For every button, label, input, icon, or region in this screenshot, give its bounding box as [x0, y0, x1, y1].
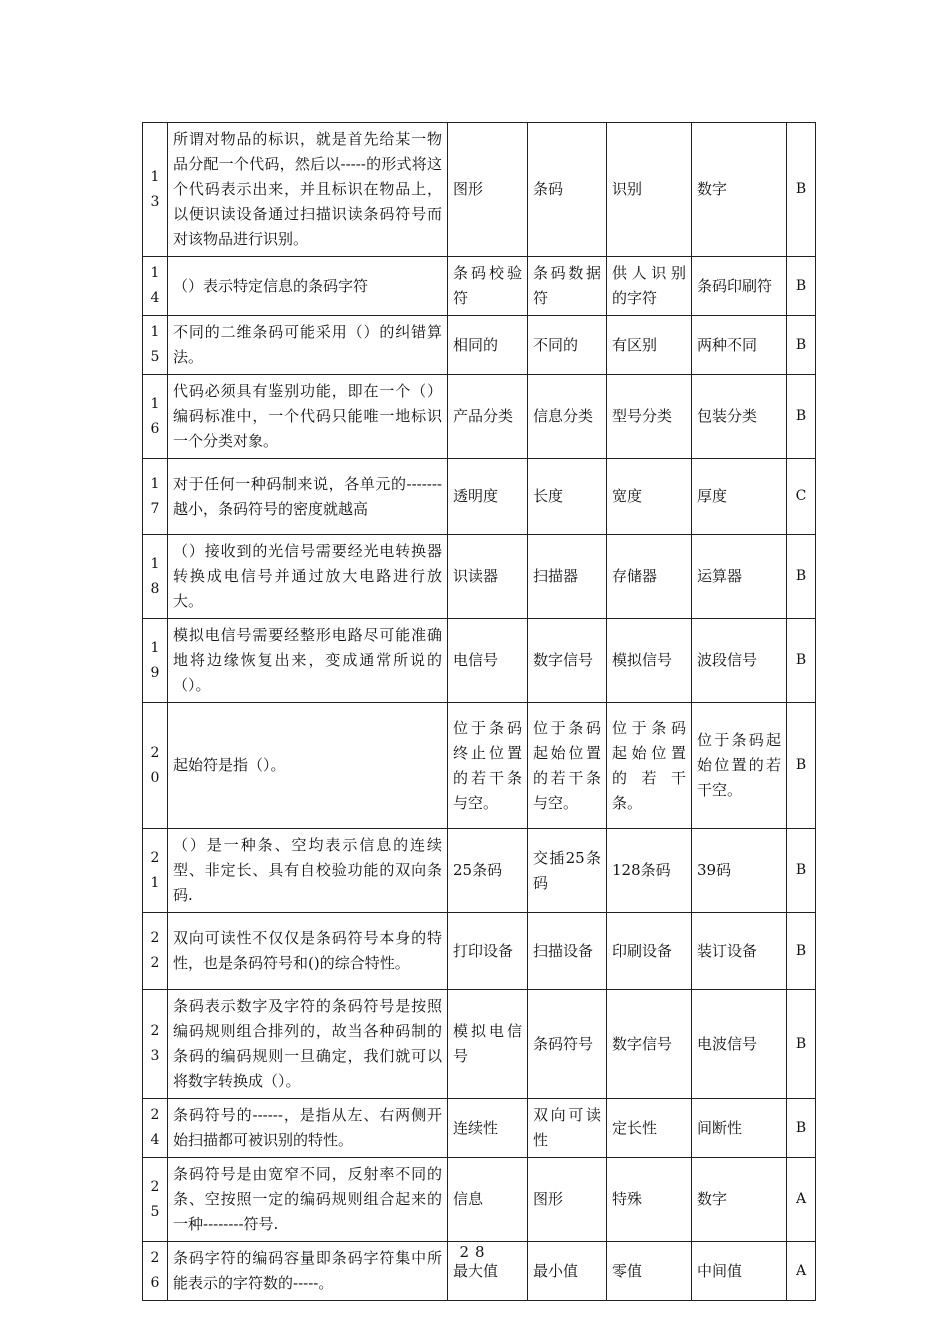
question-text: 条码符号是由宽窄不同，反射率不同的条、空按照一定的编码规则组合起来的一种--------符号.: [168, 1158, 448, 1242]
option-b: 位于条码起始位置的若干条与空。: [528, 703, 607, 829]
option-b: 条码: [528, 123, 607, 257]
table-row: [143, 459, 816, 535]
option-a: 条码校验符: [448, 257, 528, 316]
table-row: [143, 316, 816, 375]
option-b: 条码数据符: [528, 257, 607, 316]
answer-cell: A: [787, 1158, 816, 1242]
option-d: 波段信号: [692, 619, 787, 703]
answer-cell: B: [787, 703, 816, 829]
question-number: 14: [143, 257, 168, 316]
question-text: 条码字符的编码容量即条码字符集中所能表示的字符数的-----。: [168, 1242, 448, 1301]
question-number: 24: [143, 1099, 168, 1158]
question-text: 条码符号的------，是指从左、右两侧开始扫描都可被识别的特性。: [168, 1099, 448, 1158]
answer-cell: B: [787, 990, 816, 1099]
table-row: [143, 123, 816, 257]
option-c: 模拟信号: [607, 619, 692, 703]
option-a: 电信号: [448, 619, 528, 703]
option-d: 运算器: [692, 535, 787, 619]
table-row: [143, 703, 816, 829]
question-number: 25: [143, 1158, 168, 1242]
option-a: 最大值: [448, 1242, 528, 1301]
option-b: 扫描器: [528, 535, 607, 619]
option-a: 位于条码终止位置的若干条与空。: [448, 703, 528, 829]
question-text: 双向可读性不仅仅是条码符号本身的特性，也是条码符号和()的综合特性。: [168, 913, 448, 990]
table-row: [143, 1158, 816, 1242]
option-c: 型号分类: [607, 375, 692, 459]
option-a: 25条码: [448, 829, 528, 913]
question-text: 条码表示数字及字符的条码符号是按照编码规则组合排列的，故当各种码制的条码的编码规则一旦确定，我们就可以将数字转换成（）。: [168, 990, 448, 1099]
page-number: 28: [459, 1243, 491, 1261]
answer-cell: B: [787, 316, 816, 375]
option-c: 有区别: [607, 316, 692, 375]
option-c: 供人识别的字符: [607, 257, 692, 316]
table-row: [143, 619, 816, 703]
table-row: [143, 535, 816, 619]
option-c: 特殊: [607, 1158, 692, 1242]
option-b: 条码符号: [528, 990, 607, 1099]
answer-cell: B: [787, 913, 816, 990]
question-text: （）表示特定信息的条码字符: [168, 257, 448, 316]
option-c: 位于条码起始位置的若干条。: [607, 703, 692, 829]
option-d: 装订设备: [692, 913, 787, 990]
option-d: 数字: [692, 123, 787, 257]
option-c: 数字信号: [607, 990, 692, 1099]
option-c: 宽度: [607, 459, 692, 535]
table-row: [143, 913, 816, 990]
question-number: 21: [143, 829, 168, 913]
question-number: 23: [143, 990, 168, 1099]
question-number: 13: [143, 123, 168, 257]
table-row: [143, 1099, 816, 1158]
answer-cell: B: [787, 123, 816, 257]
question-text: （）是一种条、空均表示信息的连续型、非定长、具有自校验功能的双向条码.: [168, 829, 448, 913]
option-d: 位于条码起始位置的若干空。: [692, 703, 787, 829]
answer-cell: B: [787, 1099, 816, 1158]
option-d: 间断性: [692, 1099, 787, 1158]
question-number: 20: [143, 703, 168, 829]
question-number: 15: [143, 316, 168, 375]
option-b: 信息分类: [528, 375, 607, 459]
option-d: 中间值: [692, 1242, 787, 1301]
question-number: 22: [143, 913, 168, 990]
option-b: 最小值: [528, 1242, 607, 1301]
option-b: 数字信号: [528, 619, 607, 703]
option-c: 128条码: [607, 829, 692, 913]
option-b: 图形: [528, 1158, 607, 1242]
option-d: 包装分类: [692, 375, 787, 459]
option-c: 定长性: [607, 1099, 692, 1158]
option-b: 长度: [528, 459, 607, 535]
answer-cell: B: [787, 535, 816, 619]
table-row: [143, 990, 816, 1099]
option-a: 信息: [448, 1158, 528, 1242]
question-text: 对于任何一种码制来说，各单元的-------越小，条码符号的密度就越高: [168, 459, 448, 535]
question-table: [142, 122, 816, 1301]
question-text: 模拟电信号需要经整形电路尽可能准确地将边缘恢复出来，变成通常所说的（）。: [168, 619, 448, 703]
question-text: 起始符是指（）。: [168, 703, 448, 829]
answer-cell: B: [787, 619, 816, 703]
answer-cell: B: [787, 375, 816, 459]
answer-cell: B: [787, 829, 816, 913]
option-c: 存储器: [607, 535, 692, 619]
question-number: 16: [143, 375, 168, 459]
option-b: 不同的: [528, 316, 607, 375]
question-text: （）接收到的光信号需要经光电转换器转换成电信号并通过放大电路进行放大。: [168, 535, 448, 619]
answer-cell: C: [787, 459, 816, 535]
option-a: 模拟电信号: [448, 990, 528, 1099]
option-a: 图形: [448, 123, 528, 257]
option-a: 透明度: [448, 459, 528, 535]
option-d: 厚度: [692, 459, 787, 535]
question-number: 26: [143, 1242, 168, 1301]
question-text: 所谓对物品的标识，就是首先给某一物品分配一个代码，然后以-----的形式将这个代码表示出来，并且标识在物品上，以便识读设备通过扫描识读条码符号而对该物品进行识别。: [168, 123, 448, 257]
table-row: [143, 829, 816, 913]
option-c: 识别: [607, 123, 692, 257]
option-a: 连续性: [448, 1099, 528, 1158]
option-b: 双向可读性: [528, 1099, 607, 1158]
question-number: 17: [143, 459, 168, 535]
question-number: 18: [143, 535, 168, 619]
option-c: 零值: [607, 1242, 692, 1301]
option-d: 39码: [692, 829, 787, 913]
question-text: 代码必须具有鉴别功能，即在一个（）编码标准中，一个代码只能唯一地标识一个分类对象。: [168, 375, 448, 459]
question-table-body: [143, 123, 816, 1301]
table-row: [143, 257, 816, 316]
option-c: 印刷设备: [607, 913, 692, 990]
answer-cell: A: [787, 1242, 816, 1301]
option-b: 交插25条码: [528, 829, 607, 913]
option-a: 打印设备: [448, 913, 528, 990]
answer-cell: B: [787, 257, 816, 316]
option-a: 产品分类: [448, 375, 528, 459]
question-number: 19: [143, 619, 168, 703]
option-d: 数字: [692, 1158, 787, 1242]
option-b: 扫描设备: [528, 913, 607, 990]
question-text: 不同的二维条码可能采用（）的纠错算法。: [168, 316, 448, 375]
table-row: [143, 375, 816, 459]
option-d: 电波信号: [692, 990, 787, 1099]
option-a: 识读器: [448, 535, 528, 619]
option-d: 条码印刷符: [692, 257, 787, 316]
option-d: 两种不同: [692, 316, 787, 375]
option-a: 相同的: [448, 316, 528, 375]
